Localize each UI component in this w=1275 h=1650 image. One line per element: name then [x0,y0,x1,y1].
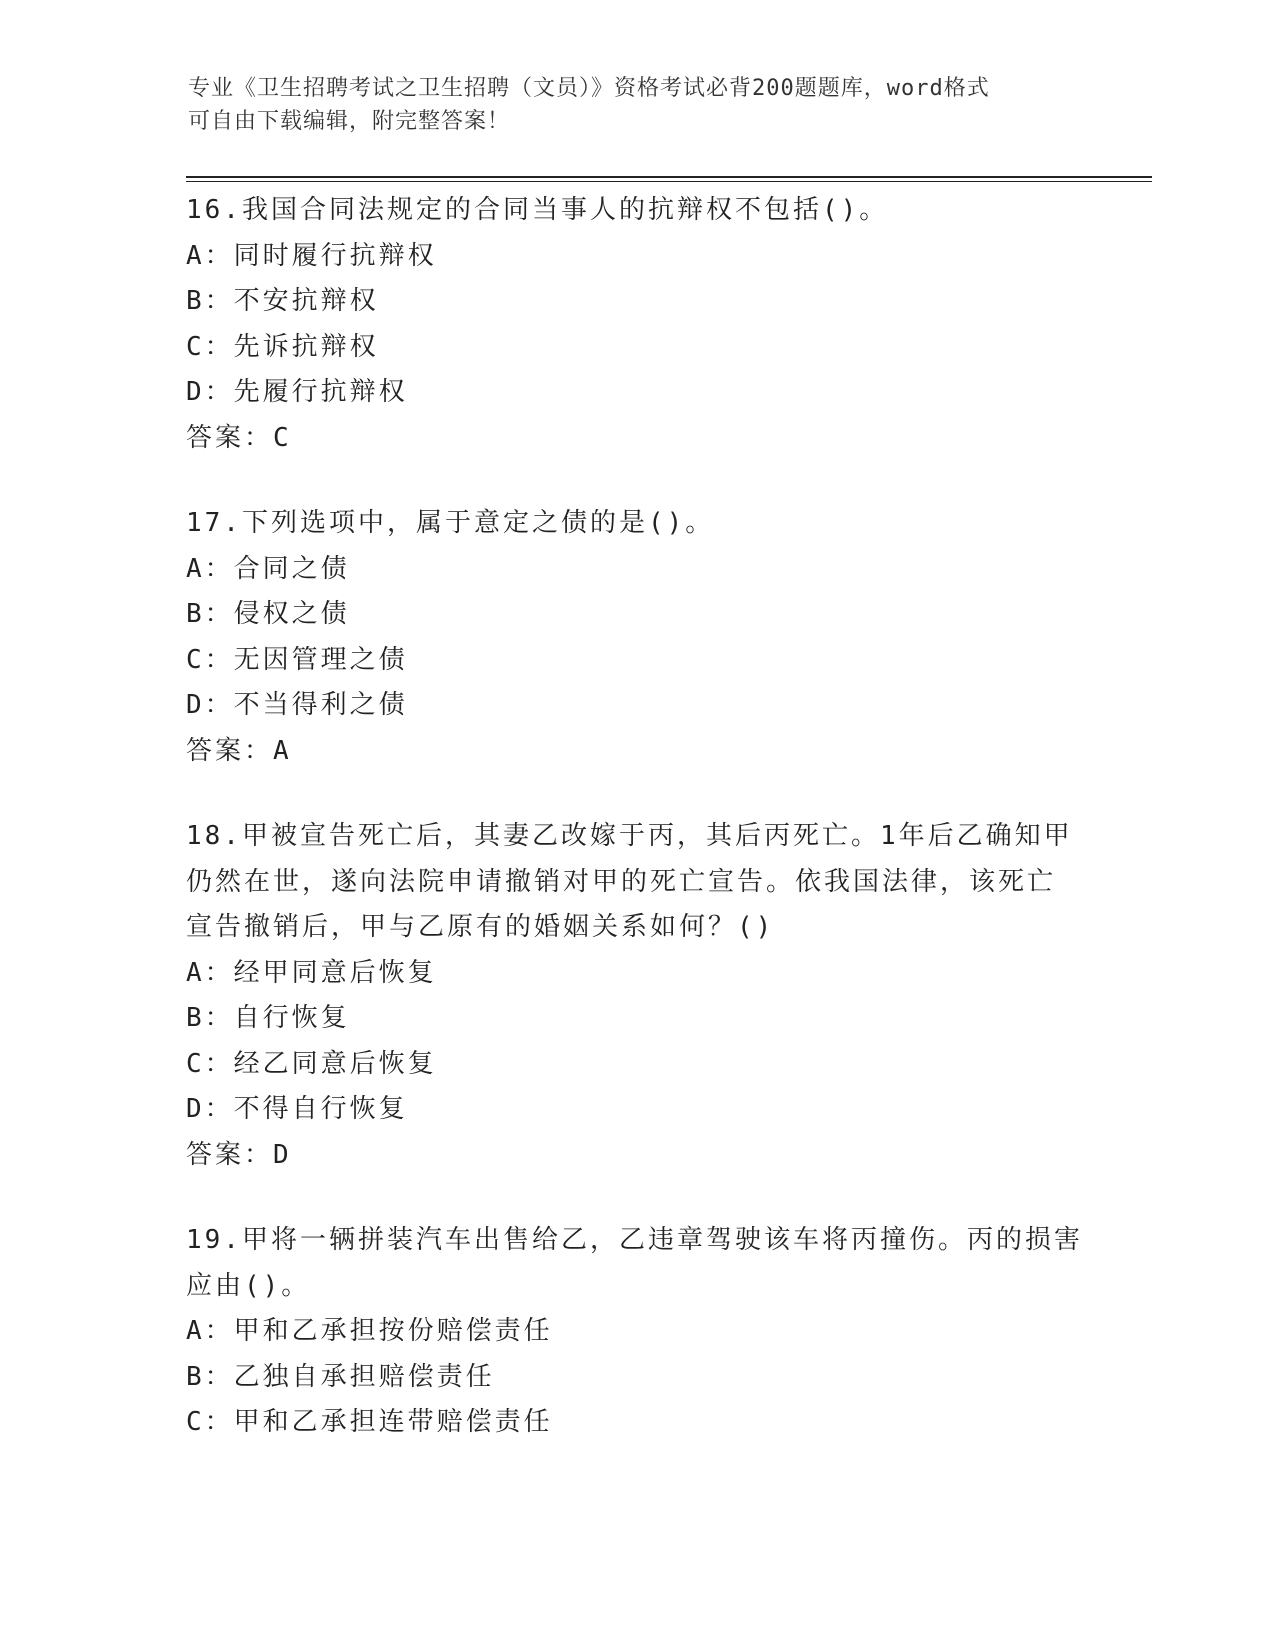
question-17 [186,501,1086,774]
option-c: C：经乙同意后恢复 [186,1048,437,1079]
question-18 [186,814,1086,1178]
question-stem: 应由()。 [186,1270,311,1301]
answer-line [186,1133,1086,1179]
answer-value: A [273,735,292,766]
option-a: A：合同之债 [186,553,350,584]
answer-line [186,416,1086,462]
option-d: D：不得自行恢复 [186,1094,408,1124]
question-list [186,188,1086,1486]
question-16 [186,188,1086,461]
question-stem: 17.下列选项中，属于意定之债的是()。 [186,508,715,538]
option-b: B：乙独自承担赔偿责任 [186,1361,495,1392]
question-19 [186,1218,1086,1446]
option-b: B：侵权之债 [186,599,350,629]
answer-value: C [273,422,292,453]
question-stem: 宣告撤销后，甲与乙原有的婚姻关系如何？() [186,912,775,942]
option-c: C：无因管理之债 [186,644,408,675]
header-line-1: 专业《卫生招聘考试之卫生招聘（文员）》资格考试必背200题题库，word格式 [188,76,990,101]
answer-label: 答案： [186,422,274,453]
question-stem: 19.甲将一辆拼装汽车出售给乙，乙违章驾驶该车将丙撞伤。丙的损害 [186,1225,1083,1255]
question-stem: 仍然在世，遂向法院申请撤销对甲的死亡宣告。依我国法律，该死亡 [186,866,1057,897]
document-header [188,72,1068,138]
option-a: A：经甲同意后恢复 [186,957,437,988]
answer-value: D [273,1139,292,1170]
option-b: B：自行恢复 [186,1003,350,1033]
option-c: C：甲和乙承担连带赔偿责任 [186,1407,553,1437]
option-a: A：同时履行抗辩权 [186,240,437,271]
question-stem: 18.甲被宣告死亡后，其妻乙改嫁于丙，其后丙死亡。1年后乙确知甲 [186,821,1073,851]
answer-label: 答案： [186,735,274,766]
question-stem: 16.我国合同法规定的合同当事人的抗辩权不包括()。 [186,195,889,225]
option-d: D：先履行抗辩权 [186,377,408,407]
header-line-2: 可自由下载编辑，附完整答案！ [188,109,511,134]
header-divider-thin [186,181,1152,182]
answer-line [186,729,1086,775]
option-a: A：甲和乙承担按份赔偿责任 [186,1316,553,1346]
header-divider [186,176,1152,178]
option-d: D：不当得利之债 [186,690,408,720]
option-c: C：先诉抗辩权 [186,331,379,362]
option-b: B：不安抗辩权 [186,286,379,316]
answer-label: 答案： [186,1139,274,1170]
